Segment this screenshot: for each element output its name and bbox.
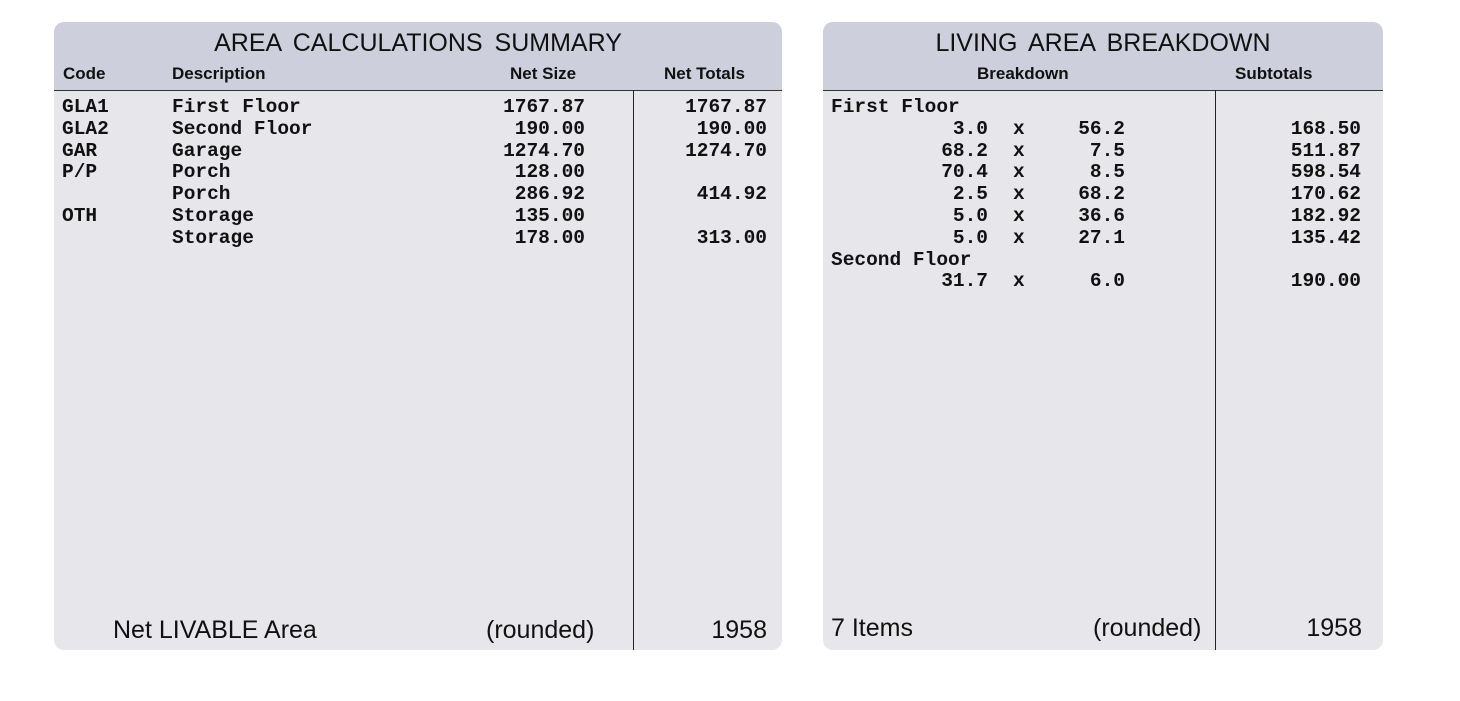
row-description: Porch xyxy=(172,161,231,184)
row-subtotal: 190.00 xyxy=(1290,270,1361,293)
row-subtotal: 511.87 xyxy=(1290,139,1361,162)
living-area-breakdown-panel xyxy=(823,22,1383,650)
row-code: P/P xyxy=(62,161,98,184)
dimension-b: 68.2 xyxy=(1078,183,1125,206)
dimension-b: 6.0 xyxy=(1089,270,1125,293)
net-livable-area-label: Net LIVABLE Area xyxy=(113,616,317,644)
dimension-b: 8.5 xyxy=(1089,161,1125,184)
dimension-b: 7.5 xyxy=(1089,139,1125,162)
row-net-total: 1767.87 xyxy=(685,96,767,118)
dimension-b: 27.1 xyxy=(1078,226,1125,249)
row-subtotal: 168.50 xyxy=(1290,117,1361,140)
row-description: First Floor xyxy=(172,96,301,118)
row-description: Porch xyxy=(172,183,231,206)
row-net-size: 135.00 xyxy=(514,204,585,227)
area-calculations-summary-panel xyxy=(54,22,782,650)
table-row xyxy=(54,184,782,206)
row-code: GAR xyxy=(62,139,98,162)
row-description: Second Floor xyxy=(172,117,313,140)
row-code: GLA2 xyxy=(62,117,109,140)
multiply-sign: x xyxy=(1013,139,1025,162)
summary-table-body xyxy=(54,97,782,250)
dimension-a: 2.5 xyxy=(952,183,988,206)
dimension-a: 3.0 xyxy=(952,117,988,140)
dimension-a: 68.2 xyxy=(941,139,988,162)
net-size-column-header: Net Size xyxy=(510,64,577,83)
breakdown-row xyxy=(823,141,1383,163)
multiply-sign: x xyxy=(1013,117,1025,140)
row-description: Storage xyxy=(172,226,254,249)
row-code: GLA1 xyxy=(62,96,109,118)
row-subtotal: 135.42 xyxy=(1290,226,1361,249)
net-livable-area-total: 1958 xyxy=(711,616,767,644)
breakdown-section-heading xyxy=(823,250,1383,272)
summary-title: AREA CALCULATIONS SUMMARY xyxy=(214,29,622,57)
section-label: First Floor xyxy=(831,96,960,118)
breakdown-header xyxy=(823,22,1383,91)
row-net-size: 128.00 xyxy=(514,161,585,184)
breakdown-row xyxy=(823,228,1383,250)
row-net-total: 414.92 xyxy=(696,183,767,206)
table-row xyxy=(54,119,782,141)
multiply-sign: x xyxy=(1013,204,1025,227)
breakdown-row xyxy=(823,271,1383,293)
items-count: 7 Items xyxy=(831,614,913,642)
row-net-total: 1274.70 xyxy=(685,139,767,162)
row-net-total: 190.00 xyxy=(696,117,767,140)
breakdown-rounded-label: (rounded) xyxy=(1093,614,1202,642)
table-row xyxy=(54,162,782,184)
summary-header xyxy=(54,22,782,91)
breakdown-total: 1958 xyxy=(1306,614,1362,642)
multiply-sign: x xyxy=(1013,270,1025,293)
dimension-b: 36.6 xyxy=(1078,204,1125,227)
description-column-header: Description xyxy=(172,64,266,83)
row-net-size: 178.00 xyxy=(514,226,585,249)
table-row xyxy=(54,141,782,163)
dimension-a: 5.0 xyxy=(952,204,988,227)
multiply-sign: x xyxy=(1013,226,1025,249)
row-net-total: 313.00 xyxy=(696,226,767,249)
multiply-sign: x xyxy=(1013,183,1025,206)
breakdown-row xyxy=(823,162,1383,184)
table-row xyxy=(54,206,782,228)
breakdown-row xyxy=(823,184,1383,206)
breakdown-section-heading xyxy=(823,97,1383,119)
row-subtotal: 170.62 xyxy=(1290,183,1361,206)
row-description: Garage xyxy=(172,139,243,162)
row-subtotal: 598.54 xyxy=(1290,161,1361,184)
row-description: Storage xyxy=(172,204,254,227)
breakdown-column-header: Breakdown xyxy=(977,64,1069,83)
dimension-a: 5.0 xyxy=(952,226,988,249)
net-totals-column-header: Net Totals xyxy=(664,64,745,83)
row-net-size: 286.92 xyxy=(514,183,585,206)
row-net-size: 190.00 xyxy=(514,117,585,140)
row-subtotal: 182.92 xyxy=(1290,204,1361,227)
breakdown-row xyxy=(823,206,1383,228)
breakdown-title: LIVING AREA BREAKDOWN xyxy=(935,29,1271,57)
row-net-size: 1274.70 xyxy=(503,139,585,162)
subtotals-column-header: Subtotals xyxy=(1235,64,1313,83)
breakdown-table-body xyxy=(823,97,1383,293)
multiply-sign: x xyxy=(1013,161,1025,184)
dimension-b: 56.2 xyxy=(1078,117,1125,140)
breakdown-row xyxy=(823,119,1383,141)
dimension-a: 31.7 xyxy=(941,270,988,293)
row-net-size: 1767.87 xyxy=(503,96,585,118)
table-row xyxy=(54,97,782,119)
summary-rounded-label: (rounded) xyxy=(486,616,595,644)
code-column-header: Code xyxy=(63,64,106,83)
section-label: Second Floor xyxy=(831,248,972,271)
dimension-a: 70.4 xyxy=(941,161,988,184)
table-row xyxy=(54,228,782,250)
row-code: OTH xyxy=(62,204,98,227)
